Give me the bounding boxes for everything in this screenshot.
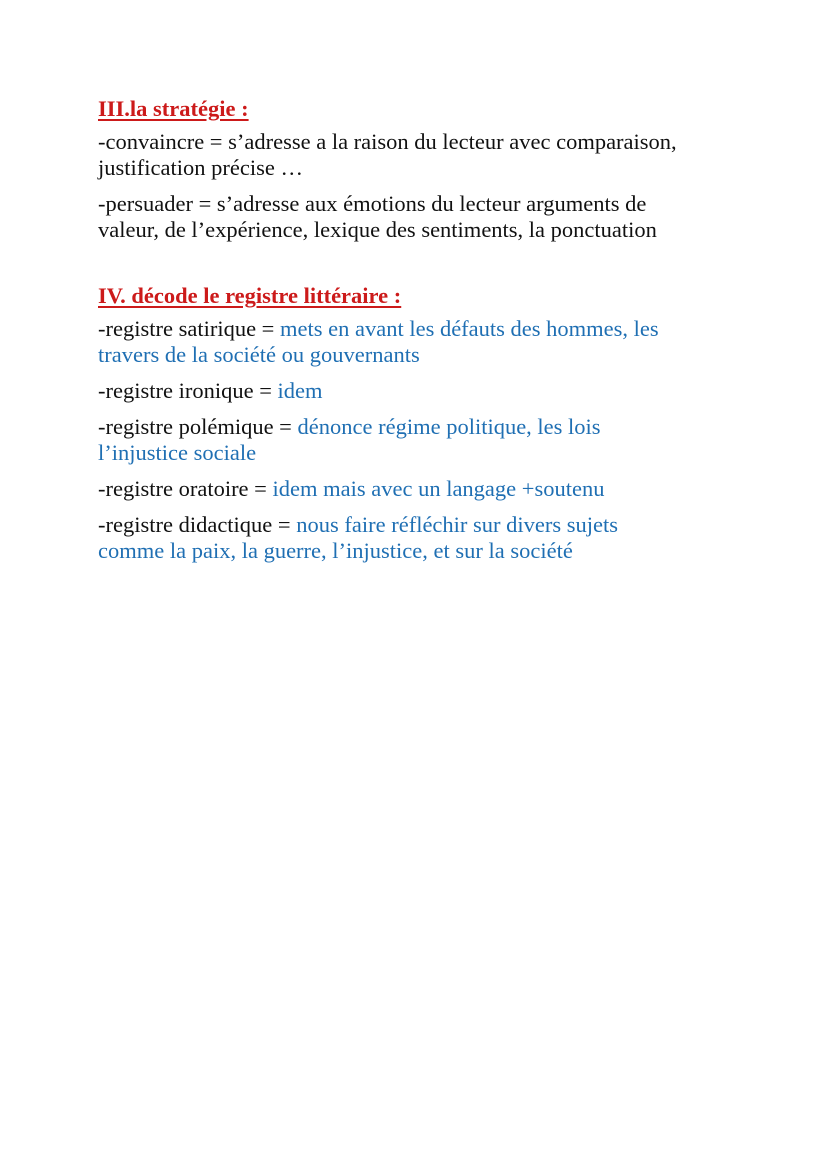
registre-ironique-term: -registre ironique = [98, 378, 278, 403]
registre-didactique-def-2: comme la paix, la guerre, l’injustice, et sur la société [98, 538, 573, 563]
strategy-persuader [98, 191, 778, 243]
registre-polemique [98, 414, 778, 466]
convaincre-line-2: justification précise … [98, 155, 303, 180]
registre-oratoire-def: idem mais avec un langage +soutenu [272, 476, 605, 501]
registre-ironique [98, 378, 778, 404]
registre-satirique-def-2: travers de la société ou gouvernants [98, 342, 420, 367]
registre-polemique-def-1: dénonce régime politique, les lois [297, 414, 601, 439]
registre-ironique-def: idem [277, 378, 323, 403]
registre-didactique-def-1: nous faire réfléchir sur divers sujets [296, 512, 619, 537]
section-4-heading: IV. décode le registre littéraire : [98, 283, 402, 308]
registre-oratoire-term: -registre oratoire = [98, 476, 273, 501]
registre-didactique-term: -registre didactique = [98, 512, 297, 537]
persuader-line-1: -persuader = s’adresse aux émotions du lecteur arguments de [98, 191, 647, 216]
document-body [98, 96, 778, 574]
registre-didactique [98, 512, 778, 564]
registre-polemique-term: -registre polémique = [98, 414, 298, 439]
persuader-line-2: valeur, de l’expérience, lexique des sentiments, la ponctuation [98, 217, 657, 242]
section-3-heading: III.la stratégie : [98, 96, 249, 121]
registre-satirique-def-1: mets en avant les défauts des hommes, les [280, 316, 659, 341]
strategy-convaincre [98, 129, 778, 181]
registre-satirique-term: -registre satirique = [98, 316, 280, 341]
registre-satirique [98, 316, 778, 368]
convaincre-line-1: -convaincre = s’adresse a la raison du lecteur avec comparaison, [98, 129, 677, 154]
registre-polemique-def-2: l’injustice sociale [98, 440, 257, 465]
registre-oratoire [98, 476, 778, 502]
